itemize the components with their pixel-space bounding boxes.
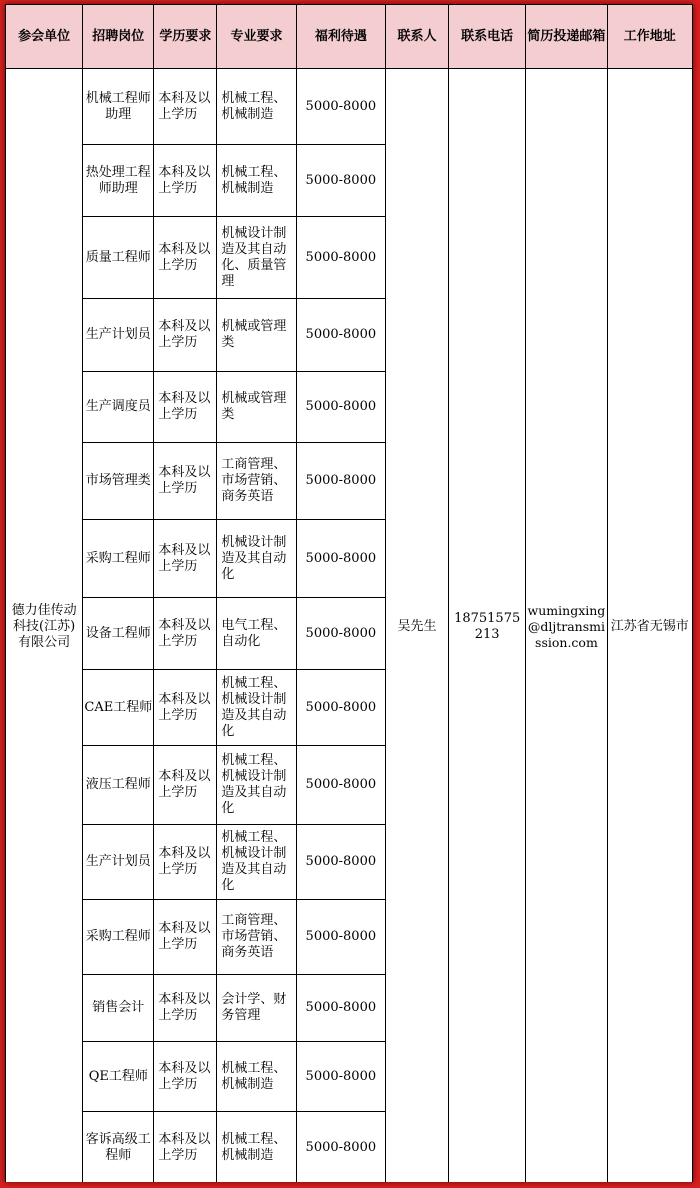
education-cell: 本科及以上学历 [154,443,217,520]
position-cell: 市场管理类 [83,443,154,520]
salary-cell: 5000-8000 [296,217,385,299]
education-cell: 本科及以上学历 [154,670,217,746]
major-cell: 机械工程、机械设计制造及其自动化 [217,670,296,746]
major-cell: 机械设计制造及其自动化 [217,520,296,598]
major-cell: 机械工程、机械制造 [217,145,296,217]
major-cell: 电气工程、自动化 [217,598,296,670]
major-cell: 会计学、财务管理 [217,975,296,1042]
position-cell: QE工程师 [83,1042,154,1112]
salary-cell: 5000-8000 [296,145,385,217]
position-cell: CAE工程师 [83,670,154,746]
salary-cell: 5000-8000 [296,975,385,1042]
header-phone: 联系电话 [449,5,526,69]
position-cell: 生产调度员 [83,372,154,443]
position-cell: 采购工程师 [83,900,154,975]
salary-cell: 5000-8000 [296,69,385,145]
education-cell: 本科及以上学历 [154,1112,217,1183]
major-cell: 机械工程、机械设计制造及其自动化 [217,825,296,900]
header-company: 参会单位 [6,5,83,69]
salary-cell: 5000-8000 [296,598,385,670]
major-cell: 工商管理、市场营销、商务英语 [217,443,296,520]
education-cell: 本科及以上学历 [154,746,217,825]
education-cell: 本科及以上学历 [154,217,217,299]
major-cell: 机械或管理类 [217,299,296,372]
position-cell: 机械工程师助理 [83,69,154,145]
education-cell: 本科及以上学历 [154,975,217,1042]
position-cell: 生产计划员 [83,825,154,900]
major-cell: 工商管理、市场营销、商务英语 [217,900,296,975]
education-cell: 本科及以上学历 [154,145,217,217]
education-cell: 本科及以上学历 [154,900,217,975]
header-email: 简历投递邮箱 [526,5,607,69]
recruitment-table [5,4,693,1182]
major-cell: 机械工程、机械制造 [217,1112,296,1183]
salary-cell: 5000-8000 [296,443,385,520]
major-cell: 机械工程、机械设计制造及其自动化 [217,746,296,825]
table-body [6,69,693,1183]
header-row [6,5,693,69]
major-cell: 机械工程、机械制造 [217,1042,296,1112]
position-cell: 质量工程师 [83,217,154,299]
header-education: 学历要求 [154,5,217,69]
education-cell: 本科及以上学历 [154,69,217,145]
phone-cell: 18751575213 [449,69,526,1183]
position-cell: 设备工程师 [83,598,154,670]
recruitment-sheet [5,4,693,1182]
position-cell: 液压工程师 [83,746,154,825]
header-salary: 福利待遇 [296,5,385,69]
major-cell: 机械工程、机械制造 [217,69,296,145]
education-cell: 本科及以上学历 [154,598,217,670]
email-cell: wumingxing@dljtransmission.com [526,69,607,1183]
table-row [6,69,693,145]
header-contact: 联系人 [386,5,449,69]
position-cell: 销售会计 [83,975,154,1042]
salary-cell: 5000-8000 [296,825,385,900]
education-cell: 本科及以上学历 [154,825,217,900]
position-cell: 客诉高级工程师 [83,1112,154,1183]
address-cell: 江苏省无锡市 [607,69,692,1183]
header-major: 专业要求 [217,5,296,69]
major-cell: 机械设计制造及其自动化、质量管理 [217,217,296,299]
salary-cell: 5000-8000 [296,900,385,975]
position-cell: 生产计划员 [83,299,154,372]
header-address: 工作地址 [607,5,692,69]
education-cell: 本科及以上学历 [154,299,217,372]
header-position: 招聘岗位 [83,5,154,69]
position-cell: 热处理工程师助理 [83,145,154,217]
salary-cell: 5000-8000 [296,746,385,825]
education-cell: 本科及以上学历 [154,520,217,598]
salary-cell: 5000-8000 [296,670,385,746]
education-cell: 本科及以上学历 [154,1042,217,1112]
education-cell: 本科及以上学历 [154,372,217,443]
contact-cell: 吴先生 [386,69,449,1183]
salary-cell: 5000-8000 [296,1042,385,1112]
salary-cell: 5000-8000 [296,372,385,443]
major-cell: 机械或管理类 [217,372,296,443]
salary-cell: 5000-8000 [296,520,385,598]
salary-cell: 5000-8000 [296,299,385,372]
company-cell: 德力佳传动科技(江苏)有限公司 [6,69,83,1183]
position-cell: 采购工程师 [83,520,154,598]
salary-cell: 5000-8000 [296,1112,385,1183]
